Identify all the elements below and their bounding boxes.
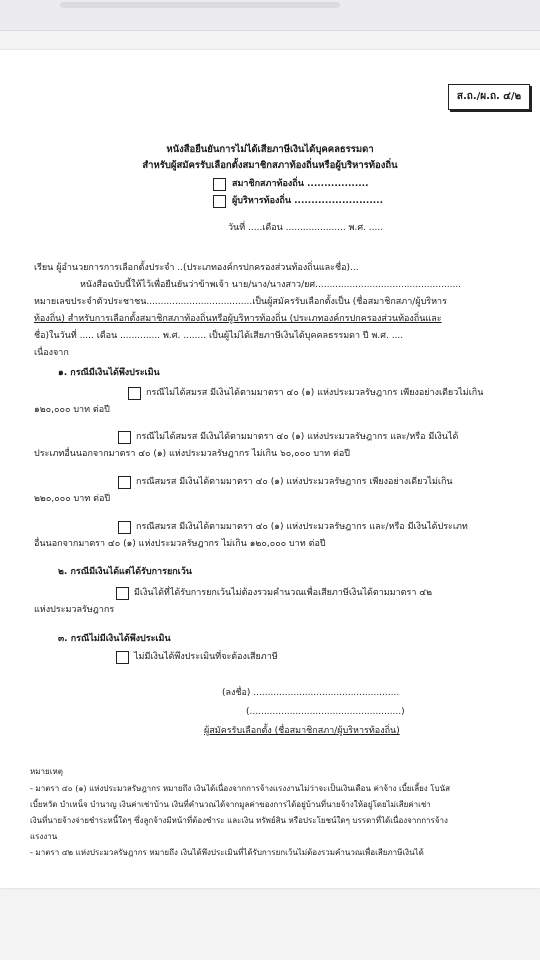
signature-line: (ลงชื่อ) ................................................... (222, 688, 400, 698)
note-line-4: แรงงาน (30, 832, 58, 841)
body-line-3: ท้องถิ่น) สำหรับการเลือกตั้งสมาชิกสภาท้องถิ่นหรือผู้บริหารท้องถิ่น (ประเภทองค์กรปกครองส่วนท้องถิ่นและ (34, 314, 442, 324)
checkbox-case-4[interactable] (118, 521, 131, 534)
checkbox-executive[interactable] (213, 195, 226, 208)
body-line-2: หมายเลขประจำตัวประชาชน.....................................เป็นผู้สมัครรับเลือกตั้งเป็น (ชื่อสมาชิกสภา/ผู้บริหาร (34, 297, 447, 307)
checkbox-case-3[interactable] (118, 476, 131, 489)
note-line-5: - มาตรา ๔๒ แห่งประมวลรัษฎากร หมายถึง เงินได้พึงประเมินที่ได้รับการยกเว้นไม่ต้องรวมคำนวณเพื่อเสียภาษีเงินได้ (30, 848, 424, 857)
case-5-line-1: มีเงินได้ที่ได้รับการยกเว้นไม่ต้องรวมคำนวณเพื่อเสียภาษีเงินได้ตามมาตรา ๔๒ (134, 588, 432, 598)
case-2-line-2: ประเภทอื่นนอกจากมาตรา ๔๐ (๑) แห่งประมวลรัษฎากร ไม่เกิน ๖๐,๐๐๐ บาท ต่อปี (34, 449, 350, 459)
signature-role: ผู้สมัครรับเลือกตั้ง (ชื่อสมาชิกสภา/ผู้บริหารท้องถิ่น) (204, 726, 400, 736)
case-4-line-2: อื่นนอกจากมาตรา ๔๐ (๑) แห่งประมวลรัษฎากร ไม่เกิน ๑๒๐,๐๐๐ บาท ต่อปี (34, 539, 326, 549)
case-4-line-1: กรณีสมรส มีเงินได้ตามมาตรา ๔๐ (๑) แห่งประมวลรัษฎากร และ/หรือ มีเงินได้ประเภท (136, 522, 468, 532)
checkbox-council-member[interactable] (213, 178, 226, 191)
case-5-line-2: แห่งประมวลรัษฎากร (34, 605, 115, 615)
case-2-line-1: กรณีไม่ได้สมรส มีเงินได้ตามมาตรา ๔๐ (๑) แห่งประมวลรัษฎากร และ/หรือ มีเงินได้ (136, 432, 459, 442)
blurred-header (60, 2, 340, 8)
case-6-line: ไม่มีเงินได้พึงประเมินที่จะต้องเสียภาษี (134, 652, 278, 662)
checkbox-case-6[interactable] (116, 651, 129, 664)
doc-title-line2: สำหรับผู้สมัครรับเลือกตั้งสมาชิกสภาท้องถิ่นหรือผู้บริหารท้องถิ่น (142, 160, 398, 171)
section-1-heading: ๑. กรณีมีเงินได้พึงประเมิน (58, 368, 160, 378)
checkbox-case-1[interactable] (128, 387, 141, 400)
note-line-3: เงินที่นายจ้างจ่ายชำระหนี้ใดๆ ซึ่งลูกจ้างมีหน้าที่ต้องชำระ และเงิน ทรัพย์สิน หรือประโยชน์ใดๆ บรรดาที่ได้เนื่องจากการจ้าง (30, 816, 448, 825)
body-line-4: ชื่อ)ในวันที่ ..... เดือน .............. พ.ศ. ........ เป็นผู้ไม่ได้เสียภาษีเงินได้บุคคลธรรมดา ปี พ.ศ. .... (34, 331, 404, 341)
document-page (0, 50, 540, 888)
option-council-member: สมาชิกสภาท้องถิ่น .................. (232, 179, 369, 189)
case-1-line-2: ๑๒๐,๐๐๐ บาท ต่อปี (34, 405, 110, 415)
notes-heading: หมายเหตุ (30, 767, 63, 776)
signature-name-line: (.....................................................) (246, 707, 405, 717)
body-line-1: หนังสือฉบับนี้ให้ไว้เพื่อยืนยันว่าข้าพเจ้า นาย/นาง/นางสาว/ยศ................................................... (80, 280, 462, 290)
top-bar (0, 0, 540, 31)
case-1-line-1: กรณีไม่ได้สมรส มีเงินได้ตามมาตรา ๔๐ (๑) แห่งประมวลรัษฎากร เพียงอย่างเดียวไม่เกิน (146, 388, 484, 398)
checkbox-case-2[interactable] (118, 431, 131, 444)
checkbox-case-5[interactable] (116, 587, 129, 600)
date-line: วันที่ .....เดือน ..................... พ.ศ. ..... (228, 223, 384, 233)
salutation: เรียน ผู้อำนวยการการเลือกตั้งประจำ ..(ประเภทองค์กรปกครองส่วนท้องถิ่นและชื่อ)... (34, 263, 359, 273)
section-2-heading: ๒. กรณีมีเงินได้แต่ได้รับการยกเว้น (58, 567, 192, 577)
option-executive: ผู้บริหารท้องถิ่น .......................... (232, 196, 384, 206)
section-3-heading: ๓. กรณีไม่มีเงินได้พึงประเมิน (58, 634, 171, 644)
form-code-box: ส.ถ./ผ.ถ. ๔/๒ (448, 84, 530, 110)
case-3-line-1: กรณีสมรส มีเงินได้ตามมาตรา ๔๐ (๑) แห่งประมวลรัษฎากร เพียงอย่างเดียวไม่เกิน (136, 477, 453, 487)
body-line-5: เนื่องจาก (34, 348, 69, 358)
case-3-line-2: ๒๒๐,๐๐๐ บาท ต่อปี (34, 494, 111, 504)
note-line-1: - มาตรา ๔๐ (๑) แห่งประมวลรัษฎากร หมายถึง เงินได้เนื่องจากการจ้างแรงงานไม่ว่าจะเป็นเงินเดือน ค่าจ้าง เบี้ยเลี้ยง โบนัส (30, 784, 450, 793)
doc-title-line1: หนังสือยืนยันการไม่ได้เสียภาษีเงินได้บุคคลธรรมดา (166, 144, 374, 155)
note-line-2: เบี้ยหวัด บำเหน็จ บำนาญ เงินค่าเช่าบ้าน เงินที่คำนวณได้จากมูลค่าของการได้อยู่บ้านที่นายจ้างให้อยู่โดยไม่เสียค่าเช่า (30, 800, 431, 809)
